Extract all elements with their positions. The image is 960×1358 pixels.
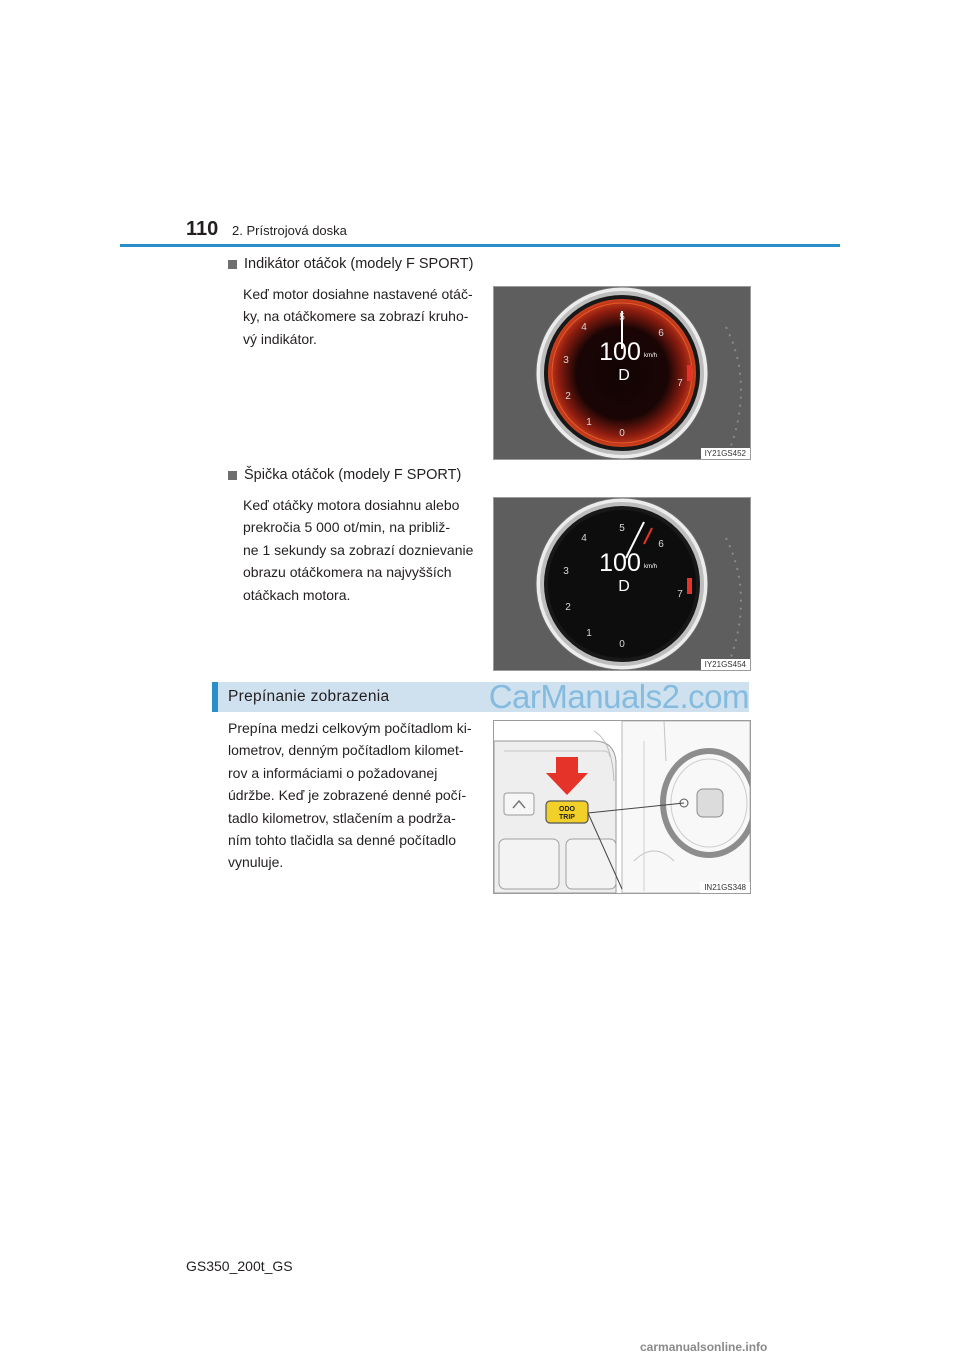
text-line: obrazu otáčkomera na najvyšších [243,564,452,581]
gauge-tick-3: 3 [563,355,569,366]
gauge-tick-1: 1 [586,417,592,428]
gauge-tick-5: 5 [619,312,625,323]
square-bullet-icon [228,260,237,269]
gauge-tick-5: 5 [619,523,625,534]
tachometer-illustration [494,498,750,670]
text-line: vynuluje. [228,854,284,871]
text-line: prekročia 5 000 ot/min, na približ- [243,519,450,536]
section-header-display-switch [212,678,749,715]
page-number: 110 [186,218,219,240]
gauge-tick-2: 2 [565,602,571,613]
trip-label: TRIP [559,814,575,821]
text-line: údržbe. Keď je zobrazené denné počí- [228,787,467,804]
gauge-tick-7: 7 [677,378,683,389]
paragraph-peak-hold [243,494,480,606]
text-line: lometrov, denným počítadlom kilomet- [228,742,464,759]
gauge-gear: D [618,578,630,595]
tachometer-figure-2 [493,497,751,671]
text-line: rov a informáciami o požadovanej [228,764,438,781]
model-code-footer: GS350_200t_GS [186,1258,293,1274]
gauge-speed: 100 [599,549,641,577]
figure-code: IN21GS348 [700,882,750,893]
tachometer-figure-1 [493,286,751,460]
gauge-tick-2: 2 [565,391,571,402]
section-heading-peak-hold [228,467,461,483]
text-line: ky, na otáčkomere sa zobrazí kruho- [243,308,469,325]
gauge-tick-6: 6 [658,539,664,550]
text-line: tadlo kilometrov, stlačením a podrža- [228,809,456,826]
heading-text: Indikátor otáčok (modely F SPORT) [244,256,474,272]
gauge-tick-6: 6 [658,328,664,339]
gauge-tick-3: 3 [563,566,569,577]
gauge-tick-4: 4 [581,322,587,333]
figure-code: IY21GS454 [701,659,750,670]
text-line: otáčkach motora. [243,586,351,603]
site-watermark: carmanualsonline.info [640,1340,768,1354]
gauge-speed: 100 [599,338,641,366]
text-line: ne 1 sekundy sa zobrazí doznievanie [243,541,474,558]
section-title: Prepínanie zobrazenia [228,688,390,705]
paragraph-tach-indicator [243,283,480,350]
paragraph-display-switch [228,717,480,874]
section-heading-tach-indicator [228,256,473,272]
text-line: Keď motor dosiahne nastavené otáč- [243,286,473,302]
gauge-unit: km/h [644,353,658,359]
heading-text: Špička otáčok (modely F SPORT) [244,467,462,483]
figure-code: IY21GS452 [701,448,750,459]
gauge-tick-1: 1 [586,628,592,639]
chapter-title: 2. Prístrojová doska [232,223,347,238]
odo-label: ODO [559,806,575,813]
gauge-tick-0: 0 [619,639,625,650]
text-line: ním tohto tlačidla sa denné počítadlo [228,832,457,849]
gauge-tick-7: 7 [677,589,683,600]
tachometer-illustration [494,287,750,459]
text-line: Prepína medzi celkovým počítadlom ki- [228,720,472,736]
text-line: vý indikátor. [243,330,317,347]
text-line: Keď otáčky motora dosiahnu alebo [243,497,460,513]
gauge-tick-0: 0 [619,428,625,439]
odo-trip-button-figure [493,720,751,894]
square-bullet-icon [228,471,237,480]
gauge-unit: km/h [644,564,658,570]
gauge-tick-4: 4 [581,533,587,544]
header-rule [120,244,840,247]
gauge-gear: D [618,367,630,384]
watermark: CarManuals2.com [488,678,749,715]
dashboard-illustration [494,721,750,893]
